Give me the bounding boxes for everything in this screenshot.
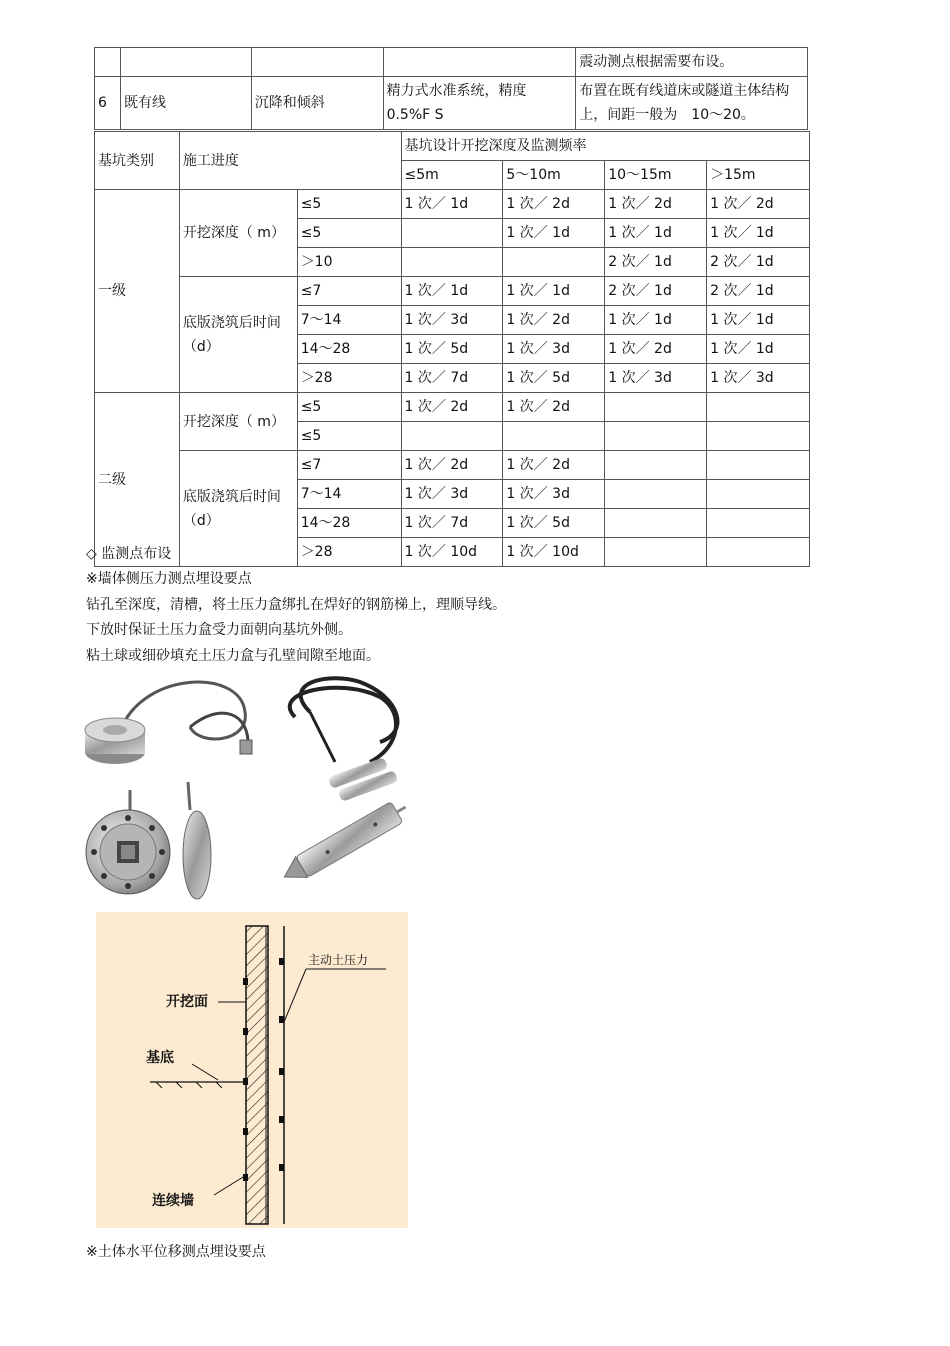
header-depth-col: ＞15m: [707, 161, 810, 190]
top-table: [94, 47, 808, 130]
table-header-row: [95, 132, 810, 161]
frequency-cell: 1 次／ 1d: [401, 190, 503, 219]
paragraph: 粘土球或细砂填充土压力盒与孔壁间隙至地面。: [86, 648, 380, 664]
earth-pressure-diagram: [96, 912, 408, 1228]
frequency-cell: [401, 219, 503, 248]
frequency-cell: 1 次／ 1d: [707, 219, 810, 248]
frequency-cell: 1 次／ 2d: [401, 393, 503, 422]
frequency-cell: [605, 509, 707, 538]
table-row: [95, 393, 810, 422]
frequency-cell: [503, 248, 605, 277]
stage-range-cell: ＞10: [297, 248, 401, 277]
stage-cell: 底版浇筑后时间（d）: [179, 451, 297, 567]
stage-range-cell: 7～14: [297, 306, 401, 335]
stage-range-cell: ＞28: [297, 538, 401, 567]
frequency-cell: 1 次／ 1d: [707, 306, 810, 335]
frequency-cell: 1 次／ 1d: [605, 306, 707, 335]
header-depth-col: 5～10m: [503, 161, 605, 190]
header-depth-group: 基坑设计开挖深度及监测频率: [401, 132, 809, 161]
frequency-cell: 1 次／ 5d: [503, 509, 605, 538]
frequency-cell: [605, 422, 707, 451]
table-row: [95, 77, 808, 130]
header-depth-col: 10～15m: [605, 161, 707, 190]
frequency-cell: 2 次／ 1d: [707, 248, 810, 277]
label-pit-base: 基底: [146, 1050, 174, 1066]
frequency-cell: 1 次／ 5d: [401, 335, 503, 364]
frequency-cell: 1 次／ 3d: [401, 480, 503, 509]
frequency-cell: [503, 422, 605, 451]
pressure-cell-photos: [80, 672, 410, 904]
cable-sensor-image: [290, 678, 399, 802]
stage-cell: 开挖深度（ m）: [179, 393, 297, 451]
stage-range-cell: ≤7: [297, 451, 401, 480]
frequency-cell: 2 次／ 1d: [605, 248, 707, 277]
earth-pressure-cell-image: [85, 682, 252, 764]
frequency-cell: 1 次／ 10d: [503, 538, 605, 567]
header-depth-col: ≤5m: [401, 161, 503, 190]
diaphragm-wall: [246, 926, 268, 1224]
frequency-cell: [605, 393, 707, 422]
table-row: [95, 190, 810, 219]
stage-range-cell: ≤7: [297, 277, 401, 306]
frequency-cell: 1 次／ 2d: [503, 306, 605, 335]
probe-sensor-image: [278, 797, 410, 888]
frequency-cell: 1 次／ 2d: [605, 190, 707, 219]
frequency-cell: 1 次／ 3d: [605, 364, 707, 393]
table-cell: [120, 48, 251, 77]
table-cell: 6: [95, 77, 121, 130]
frequency-cell: 1 次／ 7d: [401, 509, 503, 538]
stage-range-cell: ≤5: [297, 190, 401, 219]
paragraph: 钻孔至深度，清槽，将土压力盒绑扎在焊好的钢筋梯上，理顺导线。: [86, 597, 506, 613]
table-cell: 布置在既有线道床或隧道主体结构上，间距一般为 10～20。: [576, 77, 808, 130]
frequency-cell: [707, 480, 810, 509]
frequency-cell: [605, 538, 707, 567]
header-progress: 施工进度: [179, 132, 401, 190]
frequency-cell: [707, 538, 810, 567]
frequency-cell: 2 次／ 1d: [707, 277, 810, 306]
stage-cell: 底版浇筑后时间（d）: [179, 277, 297, 393]
table-cell: 精力式水准系统，精度 0.5%F S: [383, 77, 576, 130]
table-cell: [383, 48, 576, 77]
frequency-cell: [707, 509, 810, 538]
stage-range-cell: ＞28: [297, 364, 401, 393]
stage-range-cell: ≤5: [297, 422, 401, 451]
frequency-cell: 1 次／ 3d: [503, 480, 605, 509]
table-row: [95, 48, 808, 77]
frequency-cell: 1 次／ 1d: [503, 219, 605, 248]
vibrating-wire-cell-image: [86, 782, 211, 899]
frequency-cell: [605, 451, 707, 480]
table-cell: 沉降和倾斜: [251, 77, 383, 130]
frequency-cell: 1 次／ 1d: [707, 335, 810, 364]
frequency-cell: 1 次／ 1d: [401, 277, 503, 306]
frequency-cell: [707, 422, 810, 451]
stage-range-cell: ≤5: [297, 393, 401, 422]
frequency-cell: 1 次／ 3d: [707, 364, 810, 393]
label-excavation-face: 开挖面: [166, 994, 208, 1010]
table-cell: 既有线: [120, 77, 251, 130]
table-cell: 震动测点根据需要布设。: [576, 48, 808, 77]
frequency-cell: 1 次／ 3d: [401, 306, 503, 335]
stage-range-cell: ≤5: [297, 219, 401, 248]
frequency-cell: 1 次／ 2d: [503, 451, 605, 480]
stage-range-cell: 14～28: [297, 509, 401, 538]
table-cell: [251, 48, 383, 77]
frequency-cell: [707, 451, 810, 480]
frequency-cell: 1 次／ 1d: [605, 219, 707, 248]
frequency-cell: 1 次／ 2d: [401, 451, 503, 480]
table-row: [95, 451, 810, 480]
stage-range-cell: 14～28: [297, 335, 401, 364]
subheading: ※土体水平位移测点埋设要点: [86, 1244, 266, 1260]
header-pit-type: 基坑类别: [95, 132, 180, 190]
frequency-cell: 1 次／ 1d: [503, 277, 605, 306]
section-heading: ◇ 监测点布设: [86, 546, 172, 562]
frequency-cell: 1 次／ 2d: [605, 335, 707, 364]
frequency-cell: 1 次／ 2d: [503, 190, 605, 219]
frequency-cell: 1 次／ 5d: [503, 364, 605, 393]
label-continuous-wall: 连续墙: [152, 1193, 194, 1209]
subheading: ※墙体侧压力测点埋设要点: [86, 571, 252, 587]
paragraph: 下放时保证土压力盒受力面朝向基坑外侧。: [86, 622, 352, 638]
table-cell: [95, 48, 121, 77]
frequency-cell: 1 次／ 7d: [401, 364, 503, 393]
monitoring-frequency-table: [94, 131, 810, 567]
stage-range-cell: 7～14: [297, 480, 401, 509]
frequency-cell: [605, 480, 707, 509]
frequency-cell: 2 次／ 1d: [605, 277, 707, 306]
frequency-cell: 1 次／ 2d: [707, 190, 810, 219]
label-active-pressure: 主动土压力: [308, 953, 369, 967]
pit-type-cell: 一级: [95, 190, 180, 393]
stage-cell: 开挖深度（ m）: [179, 190, 297, 277]
frequency-cell: [401, 422, 503, 451]
pit-type-cell: 二级: [95, 393, 180, 567]
frequency-cell: [707, 393, 810, 422]
frequency-cell: 1 次／ 3d: [503, 335, 605, 364]
frequency-cell: [401, 248, 503, 277]
table-row: [95, 277, 810, 306]
frequency-cell: 1 次／ 2d: [503, 393, 605, 422]
frequency-cell: 1 次／ 10d: [401, 538, 503, 567]
